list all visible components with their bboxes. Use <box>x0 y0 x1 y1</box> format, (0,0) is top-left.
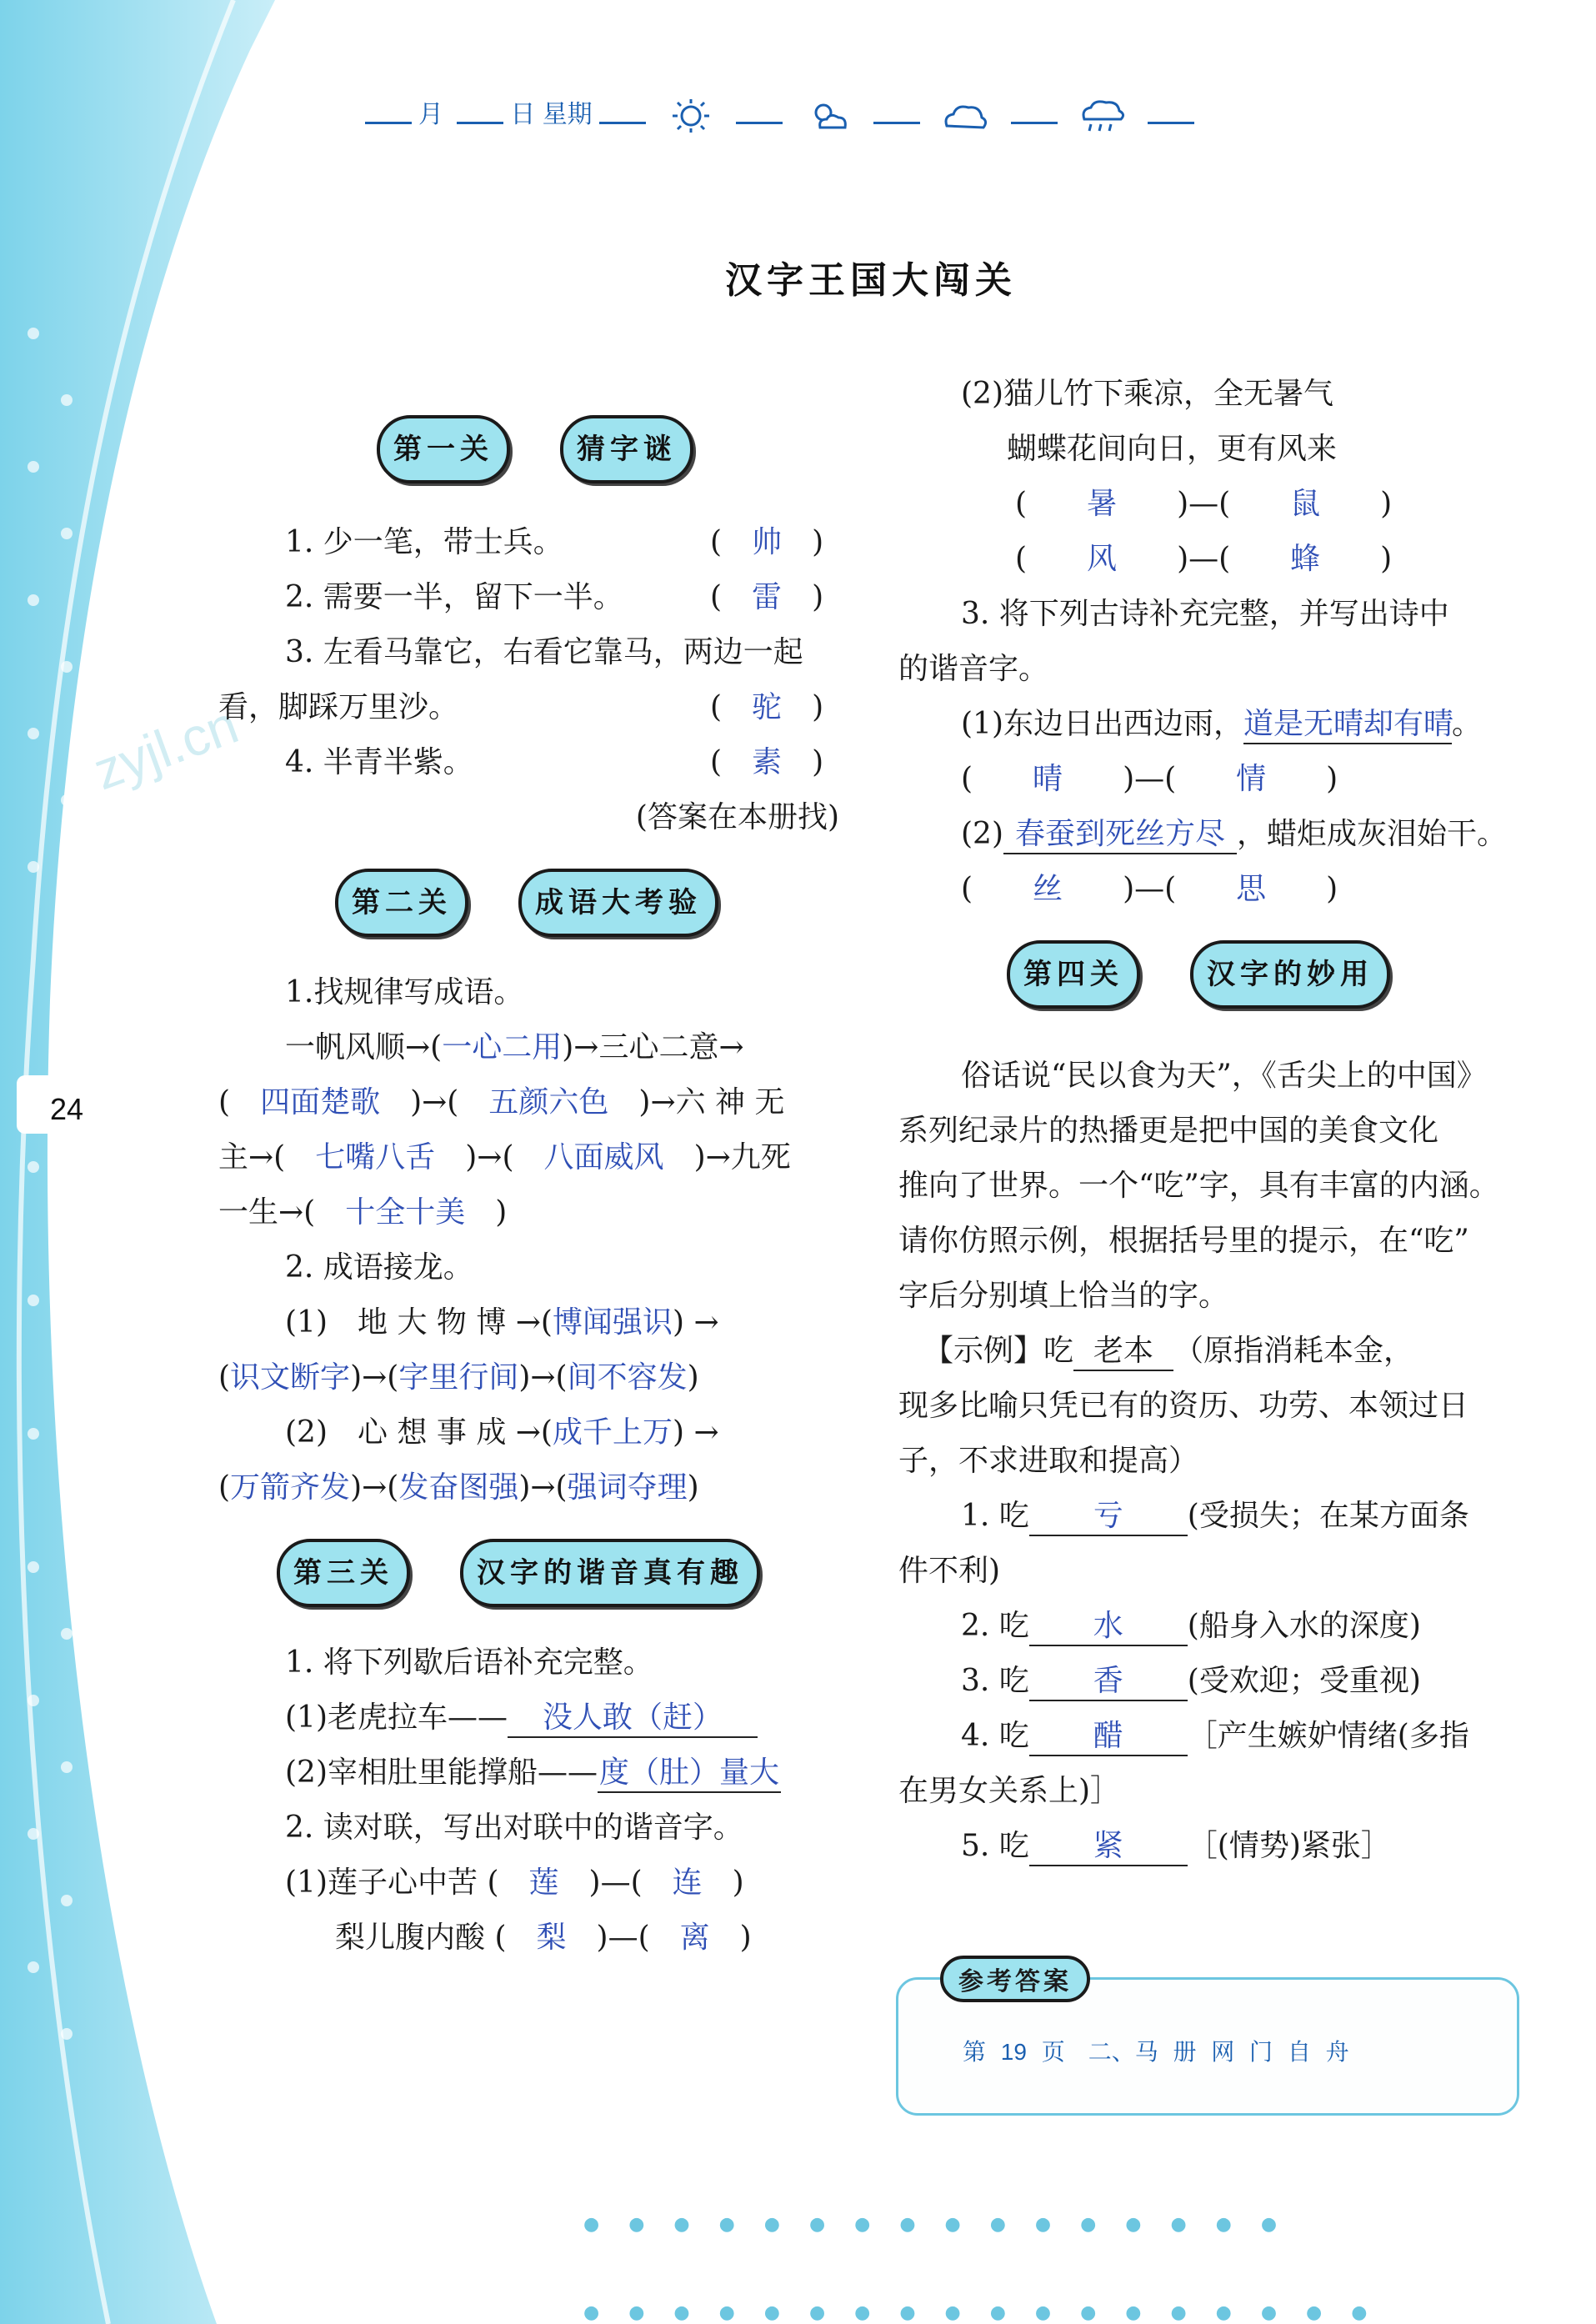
page-number: 24 <box>50 1092 84 1126</box>
answer: 蜂 <box>1290 542 1321 576</box>
blank-line <box>365 122 412 124</box>
right-column <box>898 367 1532 1874</box>
riddle-3-cont: 看，脚踩万里沙。 ( 驼 ) <box>218 690 824 724</box>
riddle-2: 2. 需要一半，留下一半。 ( 雷 ) <box>285 580 824 614</box>
poem-2: (2) 春蚕到死丝方尽 ，蜡炬成灰泪始干。 <box>898 807 1532 862</box>
idiom-line: 一帆风顺→(一心二用)→三心二意→ <box>285 1030 744 1064</box>
couplet-3-answer-1: ( 暑 )—( 鼠 ) <box>1015 487 1393 521</box>
answer: 风 <box>1087 542 1118 576</box>
answer: 强词夺理 <box>567 1470 688 1505</box>
paragraph-line: 俗话说“民以食为天”，《舌尖上的中国》 <box>961 1059 1487 1093</box>
chain-line: (识文断字)→(字里行间)→(间不容发) <box>218 1360 699 1395</box>
answer: 思 <box>1236 872 1267 906</box>
couplet-3-answer-2: ( 风 )—( 蜂 ) <box>1015 542 1393 576</box>
example-line: 【示例】吃 老本 （原指消耗本金， <box>898 1324 1532 1379</box>
paragraph-line: 字后分别填上恰当的字。 <box>898 1279 1229 1313</box>
page-title: 汉字王国大闯关 <box>725 259 1017 302</box>
paragraph-line: 系列纪录片的热播更是把中国的美食文化 <box>898 1114 1439 1148</box>
section-badge: 第四关 <box>1007 940 1140 1009</box>
exercise-4: 4. 吃 醋 ［产生嫉妒情绪(多指 <box>898 1709 1532 1764</box>
answer: 雷 <box>752 580 783 614</box>
chain-line: (1) 地 大 物 博 →(博闻强识) → <box>285 1305 719 1340</box>
exercise-3: 3. 吃 香 (受欢迎；受重视) <box>898 1654 1532 1709</box>
exercise-1: 1. 吃 亏 (受损失；在某方面条 <box>898 1489 1532 1544</box>
blank-line <box>1148 122 1194 124</box>
answer: 八面威风 <box>543 1140 664 1175</box>
example-line: 子，不求进取和提高） <box>898 1444 1199 1478</box>
answer: 间不容发 <box>567 1360 688 1395</box>
month-label: 月 <box>418 101 443 128</box>
riddle-1: 1. 少一笔，带士兵。 ( 帅 ) <box>285 525 824 559</box>
xiehouyu-task-title: 1. 将下列歇后语补充完整。 <box>285 1645 653 1680</box>
decorative-dots: ● ● ● ● ● ● ● ● ● ● ● ● ● ● ● ● ● ● <box>583 2302 1379 2323</box>
exercise-2: 2. 吃 水 (船身入水的深度) <box>898 1599 1532 1654</box>
day-label: 日 <box>510 101 536 128</box>
blank-line <box>1011 122 1058 124</box>
exercise-4-cont: 在男女关系上)］ <box>898 1774 1121 1808</box>
answer: 道是无晴却有晴 <box>1243 706 1452 744</box>
section-badge: 成语大考验 <box>518 869 718 937</box>
cloudy-icon <box>940 98 990 134</box>
section-badge: 第二关 <box>335 869 468 937</box>
answer: 成千上万 <box>552 1415 673 1450</box>
answer: 博闻强识 <box>552 1305 673 1340</box>
chain-line: (2) 心 想 事 成 →(成千上万) → <box>285 1415 719 1450</box>
reference-answer-label: 参考答案 <box>940 1956 1090 2002</box>
answer: 情 <box>1236 762 1267 796</box>
date-header <box>358 93 1201 134</box>
partly-cloudy-icon <box>803 98 853 134</box>
left-column <box>218 392 843 1966</box>
answer: 七嘴八舌 <box>315 1140 436 1175</box>
couplet-task-title: 2. 读对联，写出对联中的谐音字。 <box>285 1811 743 1845</box>
sunny-icon <box>666 98 716 134</box>
answer: 水 <box>1029 1608 1188 1646</box>
section-badge: 汉字的谐音真有趣 <box>460 1539 760 1607</box>
watermark: zyjl.cn <box>86 694 246 802</box>
answer: 发奋图强 <box>398 1470 519 1505</box>
blank-line <box>873 122 920 124</box>
answer: 春蚕到死丝方尽 <box>1003 816 1237 854</box>
section-badge: 猜字谜 <box>560 415 693 483</box>
answer: 五颜六色 <box>488 1085 609 1119</box>
riddle-4: 4. 半青半紫。 ( 素 ) <box>285 745 824 779</box>
chain-task-title: 2. 成语接龙。 <box>285 1250 473 1285</box>
answer: 梨 <box>536 1921 567 1955</box>
paragraph-line: 推向了世界。一个“吃”字，具有丰富的内涵。 <box>898 1169 1499 1203</box>
xiehouyu-1: (1)老虎拉车—— 没人敢（赶） <box>218 1690 843 1746</box>
reference-answer-text: 第 19 页 二、马 册 网 门 自 舟 <box>963 2039 1349 2065</box>
riddle-3: 3. 左看马靠它，右看它靠马，两边一起 <box>285 635 803 669</box>
answer: 暑 <box>1087 487 1118 521</box>
idiom-line: 主→( 七嘴八舌 )→( 八面威风 )→九死 <box>218 1140 791 1175</box>
answer: 晴 <box>1033 762 1063 796</box>
answer: 帅 <box>752 525 783 559</box>
idiom-task-title: 1.找规律写成语。 <box>285 975 524 1009</box>
couplet-2: 梨儿腹内酸 ( 梨 )—( 离 ) <box>335 1921 752 1955</box>
answer: 万箭齐发 <box>230 1470 351 1505</box>
poem-task-title-cont: 的谐音字。 <box>898 652 1049 686</box>
couplet-3-line-2: 蝴蝶花间向日，更有风来 <box>1007 432 1338 466</box>
xiehouyu-2: (2)宰相肚里能撑船——度（肚）量大 <box>218 1746 843 1801</box>
answer: 醋 <box>1029 1718 1188 1756</box>
poem-task-title: 3. 将下列古诗补充完整，并写出诗中 <box>961 597 1449 631</box>
answer: 没人敢（赶） <box>508 1700 758 1738</box>
answer: 丝 <box>1033 872 1063 906</box>
weekday-label: 星期 <box>542 101 593 128</box>
poem-1: (1)东边日出西边雨，道是无晴却有晴。 <box>898 697 1532 752</box>
blank-line <box>457 122 503 124</box>
poem-2-answer: ( 丝 )—( 思 ) <box>961 872 1338 906</box>
couplet-3-line-1: (2)猫儿竹下乘凉，全无暑气 <box>961 377 1333 411</box>
idiom-line: ( 四面楚歌 )→( 五颜六色 )→六 神 无 <box>218 1085 785 1119</box>
decorative-dots: ● ● ● ● ● ● ● ● ● ● ● ● ● ● ● ● <box>583 2214 1289 2235</box>
answer-note: (答案在本册找) <box>635 800 839 834</box>
answer: 紧 <box>1029 1828 1188 1866</box>
section-3-header <box>218 1515 843 1630</box>
exercise-1-cont: 件不利) <box>898 1554 1001 1588</box>
answer: 香 <box>1029 1663 1188 1701</box>
rainy-icon <box>1078 98 1128 134</box>
section-2-header <box>218 845 843 960</box>
section-badge: 第一关 <box>377 415 510 483</box>
section-badge: 汉字的妙用 <box>1190 940 1390 1009</box>
idiom-line: 一生→( 十全十美 ) <box>218 1195 508 1230</box>
answer: 离 <box>679 1921 710 1955</box>
answer: 驼 <box>752 690 783 724</box>
section-4-header <box>898 917 1532 1032</box>
paragraph-line: 请你仿照示例，根据括号里的提示，在“吃” <box>898 1224 1469 1258</box>
exercise-5: 5. 吃 紧 ［(情势)紧张］ <box>898 1819 1532 1874</box>
example-line: 现多比喻只凭已有的资历、功劳、本领过日 <box>898 1389 1469 1423</box>
chain-line: (万箭齐发)→(发奋图强)→(强词夺理) <box>218 1470 699 1505</box>
blank-line <box>599 122 646 124</box>
section-1-header <box>218 392 843 507</box>
answer: 素 <box>752 745 783 779</box>
answer: 鼠 <box>1290 487 1321 521</box>
answer: 十全十美 <box>345 1195 466 1230</box>
answer: 莲 <box>528 1866 559 1900</box>
answer: 四面楚歌 <box>260 1085 381 1119</box>
answer: 亏 <box>1029 1498 1188 1536</box>
blank-line <box>736 122 783 124</box>
couplet-1: (1)莲子心中苦 ( 莲 )—( 连 ) <box>285 1866 744 1900</box>
answer: 识文断字 <box>230 1360 351 1395</box>
answer: 一心二用 <box>442 1030 563 1064</box>
answer: 字里行间 <box>398 1360 519 1395</box>
answer: 连 <box>672 1866 703 1900</box>
answer: 度（肚）量大 <box>598 1755 781 1793</box>
poem-1-answer: ( 晴 )—( 情 ) <box>961 762 1338 796</box>
section-badge: 第三关 <box>277 1539 410 1607</box>
